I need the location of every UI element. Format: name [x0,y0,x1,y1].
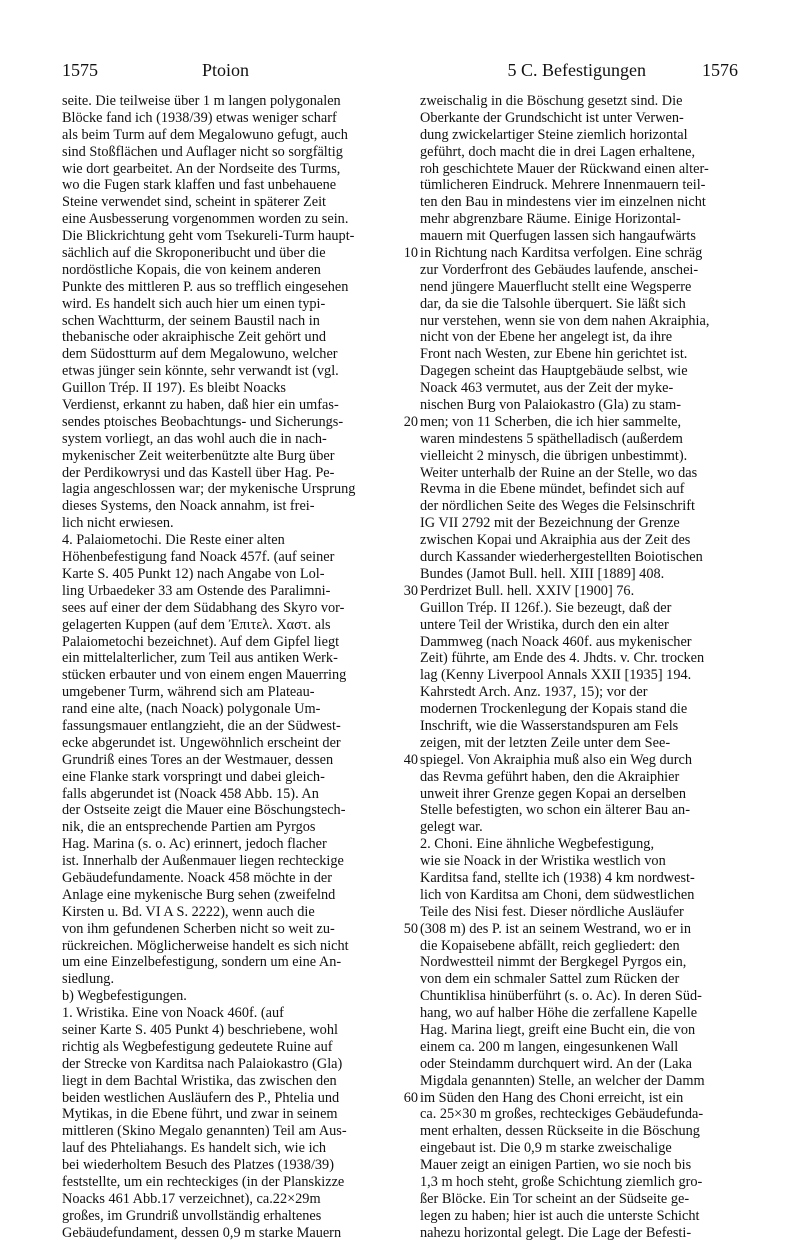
text-line: seiner Karte S. 405 Punkt 4) beschriebene, wohl [62,1021,338,1038]
text-line: nicht von der Ebene her angelegt ist, da ihre [420,329,673,346]
text-line: ling Urbaedeker 33 am Ostende des Paralimni- [62,582,331,599]
text-line: stücken erbauter und von einem engen Mauerring [62,667,347,684]
text-line: waren mindestens 5 späthelladisch (außerdem [420,430,683,447]
text-line: nischen Burg von Palaiokastro (Gla) zu stam- [420,397,681,414]
text-line: dem Südostturm auf dem Megalowuno, welcher [62,346,338,363]
text-line: wird. Es handelt sich auch hier um einen typi- [62,295,326,312]
text-line: Weiter unterhalb der Ruine an der Stelle, wo das [420,464,698,481]
text-line: Nordwestteil nimmt der Bergkegel Pyrgos ein, [420,954,687,971]
running-title-left: Ptoion [202,60,250,80]
text-line: von ihm gefundenen Scherben nicht so weit zu- [62,920,335,937]
text-line: 1. Wristika. Eine von Noack 460f. (auf [62,1005,284,1022]
text-line: ecke abgerundet ist. Ungewöhnlich erscheint der [62,734,341,751]
page-header [62,60,738,86]
text-line: ten den Bau in mindestens vier im einzelnen nicht [420,194,706,211]
text-line: Mytikas, in die Ebene führt, und zwar in seinem [62,1106,338,1123]
text-line: b) Wegbefestigungen. [62,988,187,1005]
text-line: richtig als Wegbefestigung gedeutete Ruine auf [62,1038,333,1055]
line-number: 40 [403,752,418,769]
text-line: seite. Die teilweise über 1 m langen polygonalen [62,93,341,109]
text-line: Grundriß eines Tores an der Westmauer, dessen [62,751,334,768]
text-line: beiden westlichen Ausläufern des P., Phtelia und [62,1089,340,1106]
text-line: nahezu horizontal gelegt. Die Lage der Befesti- [420,1224,692,1241]
text-line: Hag. Marina liegt, greift eine Bucht ein, die von [420,1021,696,1038]
text-line: die Kopaisebene abfällt, reich gegliedert: den [420,937,680,954]
text-line: system vorliegt, an das wohl auch die in nach- [62,430,327,447]
right-column [420,93,738,1242]
text-line: sind Stoßflächen und Auflager nicht so sorgfältig [62,143,343,160]
text-line: großes, im Grundriß unvollständig erhaltenes [62,1207,322,1224]
text-line: zeigen, mit der letzten Zeile unter dem See- [420,734,671,751]
text-line: Dagegen scheint das Hauptgebäude selbst, wie [420,363,688,380]
text-line: (308 m) des P. ist an seinem Westrand, wo er in [420,920,691,937]
text-line: thebanische oder akraiphische Zeit gehört und [62,329,326,346]
text-line: Punkte des mittleren P. aus so trefflich eingesehen [62,278,349,295]
text-line: wie dort gearbeitet. An der Nordseite des Turms, [62,160,341,177]
line-number: 20 [403,414,418,431]
text-line: Blöcke fand ich (1938/39) etwas weniger scharf [62,109,337,126]
text-line: lagia angeschlossen war; der mykenische Ursprung [62,481,356,498]
text-line: tümlicheren Eindruck. Mehrere Innenmauern teil- [420,177,706,194]
text-line: Kahrstedt Arch. Anz. 1937, 15); vor der [420,684,648,701]
text-line: der Strecke von Karditsa nach Palaiokastro (Gla) [62,1055,343,1072]
text-line: Dammweg (nach Noack 460f. aus mykenischer [420,633,692,650]
text-line: Hag. Marina (s. o. Ac) erinnert, jedoch flacher [62,836,327,853]
text-line: Höhenbefestigung fand Noack 457f. (auf seiner [62,549,335,566]
text-line: etwas jünger sein könnte, sehr verwandt ist (vgl. [62,363,339,380]
text-line: vielleicht 2 minysch, die übrigen unbestimmt). [420,447,688,464]
text-line: von dem ein schmaler Sattel zum Rücken der [420,971,680,988]
text-line: 4. Palaiometochi. Die Reste einer alten [62,532,285,549]
text-line: wie sie Noack in der Wristika westlich von [420,853,666,870]
text-line: legen zu haben; hier ist auch die unterste Schicht [420,1207,700,1224]
text-line: zur Vorderfront des Gebäudes laufende, anschei- [420,261,699,278]
text-line: eine Flanke stark vorspringt und dabei gleich- [62,768,325,785]
text-line: mehr abgrenzbare Räume. Einige Horizontal- [420,211,681,228]
text-line: umgebener Turm, während sich am Plateau- [62,684,315,701]
text-line: Gebäudefundamente. Noack 458 möchte in der [62,869,332,886]
text-line: hang, wo auf halber Höhe die zerfallene Kapelle [420,1005,698,1022]
text-line: lich nicht erwiesen. [62,515,174,532]
text-line: Karte S. 405 Punkt 12) nach Angabe von Lol- [62,565,325,582]
page-number-left: 1575 [62,60,98,80]
text-line: rückreichen. Möglicherweise handelt es sich nicht [62,937,349,954]
text-line: ca. 25×30 m großes, rechteckiges Gebäudefunda- [420,1106,704,1123]
text-line: im Süden den Hang des Choni erreicht, ist ein [420,1089,684,1106]
text-line: lich von Karditsa am Choni, dem südwestlichen [420,886,695,903]
text-line: Steine verwendet sind, scheint in späterer Zeit [62,194,327,211]
text-line: sendes ptoisches Beobachtungs- und Sicherungs- [62,413,344,430]
text-line: Noack 463 vermutet, aus der Zeit der myke- [420,380,674,397]
text-line: ßer Blöcke. Ein Tor scheint an der Südseite ge- [420,1190,690,1207]
text-line: Revma in die Ebene mündet, befindet sich auf [420,481,685,498]
text-line: Mauer zeigt an einigen Partien, wo sie noch bis [420,1157,692,1174]
text-line: dar, da sie die Talsohle überquert. Sie läßt sich [420,295,686,312]
text-line: sees auf einer der dem Südabhang des Skyro vor- [62,599,345,616]
text-line: Gebäudefundament, dessen 0,9 m starke Mauern [62,1224,342,1241]
text-line: Guillon Trép. II 197). Es bleibt Noacks [62,380,286,397]
text-line: sächlich auf die Skroponeribucht und über die [62,245,326,262]
text-line: ein mittelalterlicher, zum Teil aus antiken Werk- [62,650,338,667]
text-line: bei wiederholtem Besuch des Platzes (1938/39) [62,1157,334,1174]
text-line: Die Blickrichtung geht vom Tsekureli-Turm haupt- [62,228,355,245]
text-line: Kirsten u. Bd. VI A S. 2222), wenn auch die [62,903,315,920]
text-line: rand eine alte, (nach Noack) polygonale Um- [62,701,321,718]
text-line: Perdrizet Bull. hell. XXIV [1900] 76. [420,582,635,599]
text-line: um eine Einzelbefestigung, sondern um eine An- [62,954,342,971]
text-line: feststellte, um ein rechteckiges (in der Planskizze [62,1174,345,1190]
text-line: spiegel. Von Akraiphia muß also ein Weg durch [420,751,693,768]
text-line: lag (Kenny Liverpool Annals XXII [1935] 194. [420,667,692,684]
text-line: das Revma geführt haben, den die Akraiphier [420,768,680,785]
text-line: 2. Choni. Eine ähnliche Wegbefestigung, [420,836,655,853]
text-line: roh geschichtete Mauer der Rückwand einen alter- [420,160,709,177]
text-line: modernen Trockenlegung der Kopais stand die [420,701,688,718]
text-line: als beim Turm auf dem Megalowuno gefugt, auch [62,126,348,143]
text-line: Stelle befestigten, wo schon ein älterer Bau an- [420,802,690,819]
text-line: oder Steindamm durchquert wird. An der (Laka [420,1055,692,1072]
text-line: eine Ausbesserung vorgenommen worden zu sein. [62,211,349,228]
text-line: ment erhalten, dessen Rückseite in die Böschung [420,1123,700,1140]
text-line: geführt, doch macht die in drei Lagen erhaltene, [420,143,696,160]
text-line: zwischen Kopai und Akraiphia aus der Zeit des [420,532,691,549]
text-line: fassungsmauer entlangzieht, die an der Südwest- [62,717,341,734]
text-line: eingebaut ist. Die 0,9 m starke zweischalige [420,1140,672,1157]
text-line: men; von 11 Scherben, die ich hier sammelte, [420,413,682,430]
text-line: unweit ihrer Grenze gegen Kopai an derselben [420,785,686,802]
text-line: gelagerten Kuppen (auf dem Ἐπιτελ. Χαστ. als [62,616,331,633]
text-line: der Perdikowrysi und das Kastell über Hag. Pe- [62,464,335,481]
text-line: Karditsa fand, stellte ich (1938) 4 km nordwest- [420,869,695,886]
text-line: Inschrift, wie die Wasserstandspuren am Fels [420,717,679,734]
line-number: 60 [403,1090,418,1107]
text-line: Front nach Westen, zur Ebene hin gerichtet ist. [420,346,688,363]
text-line: dieses Systems, den Noack annahm, ist frei- [62,498,315,515]
text-line: gelegt war. [420,819,483,836]
text-line: 1,3 m hoch steht, große Schichtung ziemlich gro- [420,1174,703,1190]
text-line: falls abgerundet ist (Noack 458 Abb. 15). An [62,785,319,802]
left-column [62,93,380,1242]
text-line: Oberkante der Grundschicht ist unter Verwen- [420,109,684,126]
text-line: IG VII 2792 mit der Bezeichnung der Grenze [420,515,680,532]
text-line: lauf des Phteliahangs. Es handelt sich, wie ich [62,1140,327,1157]
text-line: liegt in dem Bachtal Wristika, das zwischen den [62,1072,337,1089]
text-line: in Richtung nach Karditsa verfolgen. Eine schräg [420,245,703,262]
text-line: Teile des Nisi fest. Dieser nördliche Ausläufer [420,903,684,920]
text-line: Bundes (Jamot Bull. hell. XIII [1889] 408. [420,565,665,582]
text-line: durch Kassander wiederhergestellten Boiotischen [420,549,703,566]
text-line: untere Teil der Wristika, durch den ein alter [420,616,669,633]
text-line: nend jüngere Mauerflucht stellt eine Wegsperre [420,278,692,295]
text-line: Noacks 461 Abb.17 verzeichnet), ca.22×29m [62,1190,321,1207]
text-line: dung zwickelartiger Steine ziemlich horizontal [420,126,688,143]
text-line: der nördlichen Seite des Weges die Felsinschrift [420,498,695,515]
text-line: nur verstehen, wenn sie von dem nahen Akraiphia, [420,312,710,329]
text-line: ist. Innerhalb der Außenmauer liegen rechteckige [62,853,344,870]
line-number: 10 [403,245,418,262]
text-line: Anlage eine mykenische Burg sehen (zweifelnd [62,886,336,903]
text-line: nordöstliche Kopais, die von keinem anderen [62,261,321,278]
text-line: wo die Fugen stark klaffen und fast unbehauene [62,177,337,194]
text-line: Verdienst, erkannt zu haben, daß hier ein umfas- [62,397,339,414]
line-number: 30 [403,583,418,600]
page-number-right: 1576 [702,60,738,80]
text-line: einem ca. 200 m langen, eingesunkenen Wall [420,1038,679,1055]
text-line: mittleren (Skino Megalo genannten) Teil am Aus- [62,1123,347,1140]
text-line: Palaiometochi bezeichnet). Auf dem Gipfel liegt [62,633,340,650]
text-line: mauern mit Querfugen lassen sich hangaufwärts [420,228,696,245]
text-line: mykenischer Zeit weiterbenützte alte Burg über [62,447,335,464]
text-line: der Ostseite zeigt die Mauer eine Böschungstech- [62,802,346,819]
text-line: schen Wachtturm, der seinem Baustil nach in [62,312,320,329]
text-line: Migdala genannten) Stelle, an welcher der Damm [420,1072,705,1089]
line-number: 50 [403,921,418,938]
text-line: siedlung. [62,971,115,988]
text-line: Chuntiklisa hinüberführt (s. o. Ac). In deren Süd- [420,988,702,1005]
text-line: nik, die an entsprechende Partien am Pyrgos [62,819,316,836]
running-title-right: 5 C. Befestigungen [507,60,646,80]
text-line: Guillon Trép. II 126f.). Sie bezeugt, daß der [420,599,672,616]
text-line: zweischalig in die Böschung gesetzt sind. Die [420,93,683,109]
text-line: Zeit) führte, am Ende des 4. Jhdts. v. Chr. trocken [420,650,705,667]
